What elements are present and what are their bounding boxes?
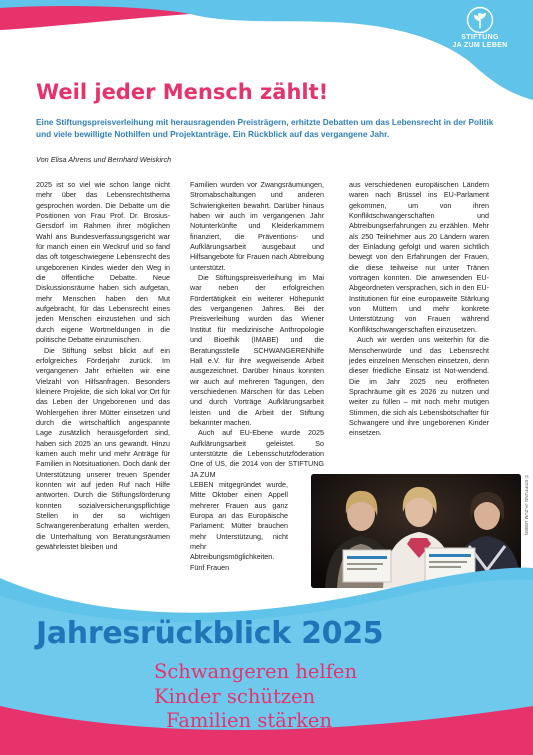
column-2-paragraph-2: Die Stiftungspreisverleihung im Mai war neben der erfolgreichen Fördertätigkeit ein weiterer Höhepunkt des vergangenen Jahres. Bei der Preisverleihung wurden das Wiener Institut für medizinische Anthropologie und Bioethik (IMABE) und die Beratungsstelle SCHWANGERENhilfe Hall e.V. für ihre wegweisende Arbeit ausgezeichnet. Darüber hinaus konnten wir auch auf mehreren Tagungen, den verschiedenen Märschen für das Leben und durch Vorträge Aufklärungsarbeit leisten und die Arbeit der Stiftung bekannter machen. — [190, 273, 324, 427]
column-3-paragraph-1: aus verschiedenen europäischen Ländern waren nach Brüssel ins EU-Parlament gekommen, um von ihren Konfliktschwangerschaften und Abtreibungserfahrungen zu erzählen. Mehr als 250 Teilnehmer aus 20 Ländern waren der Einladung gefolgt und waren sichtlich bewegt von den Erfahrungen der Frauen, die diese teilweise nur unter Tränen vortragen konnten. Die anwesenden EU-Abgeordneten versprachen, sich in den EU-Institutionen für eine europaweite Stärkung von Müttern und mehr konkrete Unterstützung von Frauen während Konfliktschwangerschaften einzusetzen. — [349, 180, 489, 334]
annual-review-title: Jahresrückblick 2025 — [36, 616, 384, 651]
column-2-paragraph-1: Familien wurden vor Zwangsräumungen, Stromabschaltungen und anderen Schwierigkeiten bewahrt. Darüber hinaus haben wir auch im vergangenen Jahr Notunterkünfte und Kleiderkammern finanziert, die Präventions- und Aufklärungsarbeit ausgebaut und Hilfsangebote für Frauen nach Abtreibung unterstützt. — [190, 180, 324, 272]
slogan-line-2: Kinder schützen — [154, 685, 316, 708]
column-2-paragraph-3 — [190, 428, 324, 573]
logo-icon — [466, 6, 494, 34]
logo-line-2: JA ZUM LEBEN — [452, 42, 508, 49]
column-1-paragraph-2: Die Stiftung selbst blickt auf ein erfolgreiches Förderjahr zurück. Im vergangenen Jahr erhielten wir eine Vielzahl von Hilfsanfragen. Besonders kleinere Projekte, die sich lokal vor Ort für das Leben der Ungeborenen und das Wohlergehen ihrer Mütter einsetzen und durch die wirtschaftlich angespannte Lage zusätzlich herausgefordert sind, haben sich 2025 an uns gewandt. Hinzu kamen auch mehr und mehr Anträge für Familien in Notsituationen. Doch dank der Unterstützung unserer treuen Spender konnten wir auf jeden Ruf nach Hilfe antworten. Durch die Stiftungsförderung konnten sozialversicherungspflichtige Stellen in der so wichtigen Schwangerenberatung erhalten werden, die Unterhaltung von Beratungsräumen gewährleistet bleiben und — [36, 345, 170, 552]
column-2-paragraph-3-start: Auch auf EU-Ebene wurde 2025 Aufklärungsarbeit geleistet. So unterstützte die Lebensschutzföderation One of US, die 2014 von der STIFTUNG JA ZUM — [190, 428, 324, 479]
photo-credit-text: © STIFTUNG JA ZUM LEBEN — [524, 475, 529, 536]
article-column-2 — [190, 180, 324, 573]
logo-line-1: STIFTUNG — [461, 34, 499, 41]
column-3-paragraph-2: Auch wir werden uns weiterhin für die Menschenwürde und das Lebensrecht jedes einzelnen Menschen einsetzen, denn dieser friedliche Einsatz ist Not-wendend. Die im Jahr 2025 neu eröffneten Sprachräume gilt es 2026 zu nutzen und weiter zu füllen – mit noch mehr mutigen Stimmen, die sich als Lebensbotschafter für Schwangere und ihre ungeborenen Kinder einsetzen. — [349, 335, 489, 438]
column-2-paragraph-3-narrow: LEBEN mitgegründet wurde, Mitte Oktober einen Appell mehrerer Frauen aus ganz Europa an das Europäische Parlament: Mütter brauchen mehr Unterstützung, nicht mehr Abtreibungsmöglichkeiten. Fünf Frauen — [190, 479, 288, 572]
byline: Von Elisa Ahrens und Bernhard Weiskirch — [36, 155, 172, 164]
article-column-1 — [36, 180, 170, 552]
column-1-paragraph-1: 2025 ist so viel wie schon lange nicht mehr über das Lebensrechtsthema gesprochen worden. Die Debatte um die Positionen von Frau Prof. Dr. Brosius-Gersdorf im Rahmen ihrer möglichen Wahl ans Bundesverfassungsgericht war für manch einen ein Weckruf und so fand das oft totgeschwiegene Lebensrecht des ungeborenen Kindes wieder den Weg in die öffentliche Debatte. Neue Diskussionsräume haben sich aufgetan, mehr Menschen haben den Mut aufgebracht, für das Lebensrecht eines jeden Menschen einzustehen und sich durch eigene Wortmeldungen in die politische Debatte einzumischen. — [36, 180, 170, 345]
foundation-logo — [430, 6, 530, 50]
lead-paragraph: Eine Stiftungspreisverleihung mit herausragenden Preisträgern, erhitzte Debatten um das Lebensrecht in der Politik und viele bewilligte Nothilfen und Projektanträge. Ein Rückblick auf das vergangene Jahr. — [36, 117, 494, 140]
slogan-line-1: Schwangeren helfen — [154, 660, 358, 683]
slogan-line-3: Familien stärken — [166, 709, 333, 732]
article-column-3 — [349, 180, 489, 439]
headline: Weil jeder Mensch zählt! — [36, 80, 329, 104]
